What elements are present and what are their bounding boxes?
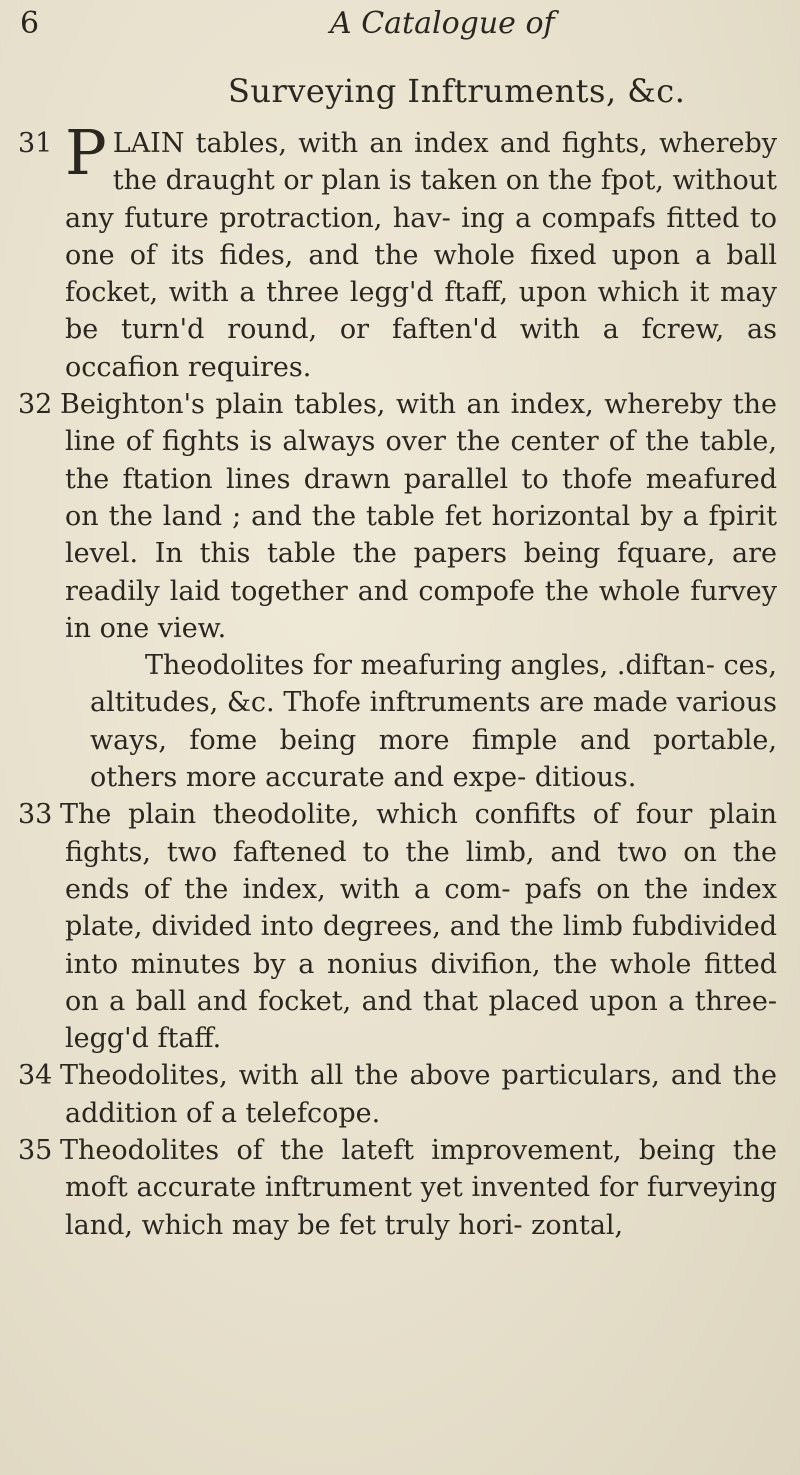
entry-number: 33 <box>18 799 53 831</box>
section-title: Surveying Inftruments, &c. <box>228 72 686 110</box>
entry-number: 34 <box>18 1060 53 1092</box>
catalogue-entry-32 <box>0 386 800 796</box>
page-number: 6 <box>20 6 40 41</box>
entry-number: 35 <box>18 1135 53 1167</box>
entry-text: Theodolites, with all the above particulars, and the addition of a telefcope. <box>60 1060 777 1129</box>
catalogue-entries <box>0 116 800 1244</box>
entry-text <box>65 116 777 386</box>
entry-text-content: LAIN tables, with an index and fights, whereby the draught or plan is taken on the fpot, without any future protraction, hav- ing a compafs fitted to one of its fides, and the whole fixed upon a ball focket, with a three legg'd ftaff, upon which it may be turn'd round, or faften'd with a fcrew, as occafion requires. <box>65 128 777 383</box>
catalogue-entry-31 <box>0 116 800 386</box>
entry-number: 32 <box>18 389 53 421</box>
running-title: A Catalogue of <box>330 6 555 41</box>
catalogue-entry-33 <box>0 796 800 1057</box>
catalogue-entry-35 <box>0 1132 800 1244</box>
entry-subparagraph: Theodolites for meafuring angles, .diftan- ces, altitudes, &c. Thofe inftruments are made various ways, fome being more fimple and portable, others more accurate and expe- ditious. <box>90 650 777 794</box>
entry-text: Theodolites of the lateft improvement, being the moft accurate inftrument yet invented for furveying land, which may be fet truly hori- zontal, <box>60 1135 777 1241</box>
entry-number: 31 <box>18 128 53 159</box>
page-header <box>0 6 800 46</box>
entry-text: Beighton's plain tables, with an index, whereby the line of fights is always over the center of the table, the ftation lines drawn parallel to thofe meafured on the land ; and the table fet horizontal by a fpirit level. In this table the papers being fquare, are readily laid together and compofe the whole furvey in one view. <box>60 389 777 644</box>
entry-text: The plain theodolite, which confifts of four plain fights, two faftened to the limb, and two on the ends of the index, with a com- pafs on the index plate, divided into degrees, and the limb fubdivided into minutes by a nonius divifion, the whole fitted on a ball and focket, and that placed upon a three- legg'd ftaff. <box>60 799 777 1055</box>
catalogue-entry-34 <box>0 1057 800 1132</box>
drop-cap: P <box>65 116 107 189</box>
